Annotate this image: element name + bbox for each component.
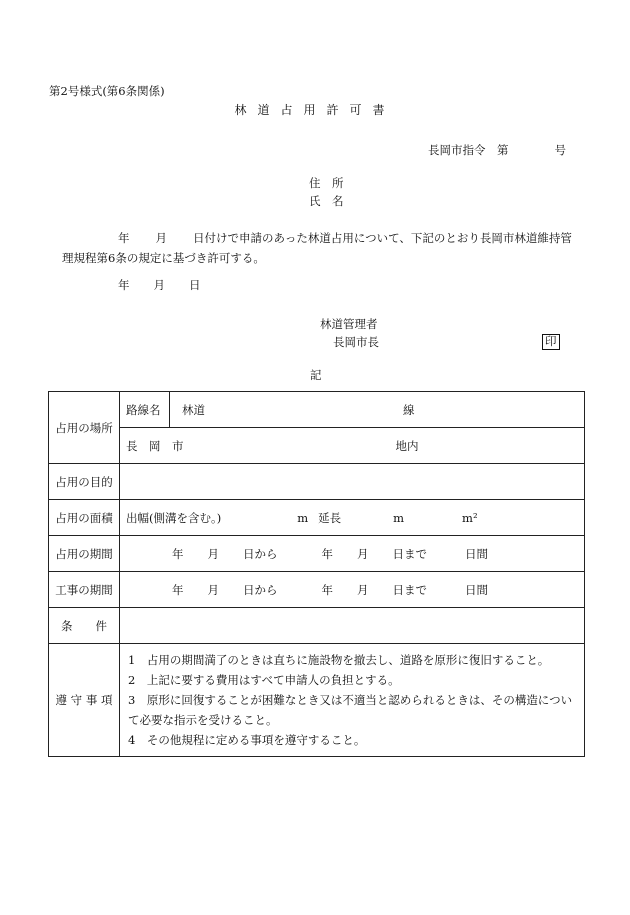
- rule-item: 1 占用の期間満了のときは直ちに施設物を撤去し、道路を原形に復旧すること。: [128, 653, 550, 667]
- table-row: [49, 572, 585, 608]
- rule-item: 2 上記に要する費用はすべて申請人の負担とする。: [128, 673, 400, 687]
- name-label: 氏 名: [309, 194, 344, 208]
- body-year: 年: [118, 231, 130, 245]
- mayor-label: 長岡市長: [333, 335, 379, 349]
- work-period-label: 工事の期間: [49, 572, 120, 608]
- date-day: 日: [189, 278, 201, 292]
- table-row: [49, 428, 585, 464]
- table-row: [49, 500, 585, 536]
- occupancy-period-label: 占用の期間: [49, 536, 120, 572]
- date-month: 月: [153, 278, 165, 292]
- rule-item: 3 原形に回復することが困難なとき又は不適当と認められるときは、その構造について必要な指示を受けること。: [128, 693, 573, 727]
- period-month-start: 月: [207, 546, 219, 561]
- work-from: 日から: [243, 582, 278, 597]
- period-month-end: 月: [357, 546, 369, 561]
- area-unit: m²: [462, 510, 478, 525]
- purpose-field[interactable]: [120, 464, 585, 500]
- ki-heading: 記: [310, 368, 322, 382]
- conditions-field[interactable]: [120, 608, 585, 644]
- period-until: 日まで: [392, 546, 427, 561]
- body-month: 月: [155, 231, 167, 245]
- purpose-label: 占用の目的: [49, 464, 120, 500]
- table-row: [49, 464, 585, 500]
- rule-item: 4 その他規程に定める事項を遵守すること。: [128, 733, 366, 747]
- width-unit: m: [297, 510, 309, 525]
- city-name: 長 岡 市: [126, 438, 184, 453]
- route-name-label: 路線名: [120, 392, 170, 428]
- address-label: 住 所: [309, 176, 344, 190]
- extension-label: 延長: [318, 510, 342, 525]
- reference-prefix: 長岡市指令 第: [428, 143, 509, 157]
- body-text: 日付けで申請のあった林道占用について、下記のとおり長岡市林道維持管理規程第6条の規定に基づき許可する。: [62, 231, 572, 265]
- period-days: 日間: [465, 546, 488, 561]
- work-month-end: 月: [357, 582, 369, 597]
- table-row: [49, 644, 585, 757]
- work-year-start: 年: [172, 582, 184, 597]
- table-row: [49, 392, 585, 428]
- location-label: 占用の場所: [49, 392, 120, 464]
- date-year: 年: [118, 278, 130, 292]
- occupancy-period-field[interactable]: [120, 536, 585, 572]
- width-label: 出幅(側溝を含む。): [126, 510, 222, 525]
- period-year-end: 年: [321, 546, 333, 561]
- issue-date: [118, 280, 225, 292]
- seal-stamp: 印: [542, 334, 560, 350]
- area-suffix: 地内: [395, 438, 419, 453]
- extension-unit: m: [393, 510, 405, 525]
- permit-statement: [62, 228, 582, 268]
- table-row: [49, 608, 585, 644]
- rules-list: [120, 644, 585, 757]
- form-number-label: 第2号様式(第6条関係): [49, 84, 165, 98]
- route-suffix: 線: [403, 402, 415, 417]
- route-prefix: 林道: [182, 402, 205, 417]
- location-address-field[interactable]: [120, 428, 585, 464]
- reference-number: [428, 145, 566, 157]
- conditions-label: 条 件: [49, 608, 120, 644]
- table-row: [49, 536, 585, 572]
- rules-label: 遵 守 事 項: [49, 644, 120, 757]
- work-month-start: 月: [207, 582, 219, 597]
- work-days: 日間: [465, 582, 488, 597]
- work-period-field[interactable]: [120, 572, 585, 608]
- document-title: 林道占用許可書: [234, 103, 396, 117]
- road-manager-label: 林道管理者: [320, 317, 378, 331]
- reference-suffix: 号: [554, 143, 566, 157]
- period-year-start: 年: [172, 546, 184, 561]
- permit-details-table: [48, 391, 585, 757]
- route-name-field[interactable]: [170, 392, 585, 428]
- area-field[interactable]: [120, 500, 585, 536]
- area-label: 占用の面積: [49, 500, 120, 536]
- work-until: 日まで: [392, 582, 427, 597]
- period-from: 日から: [243, 546, 278, 561]
- work-year-end: 年: [321, 582, 333, 597]
